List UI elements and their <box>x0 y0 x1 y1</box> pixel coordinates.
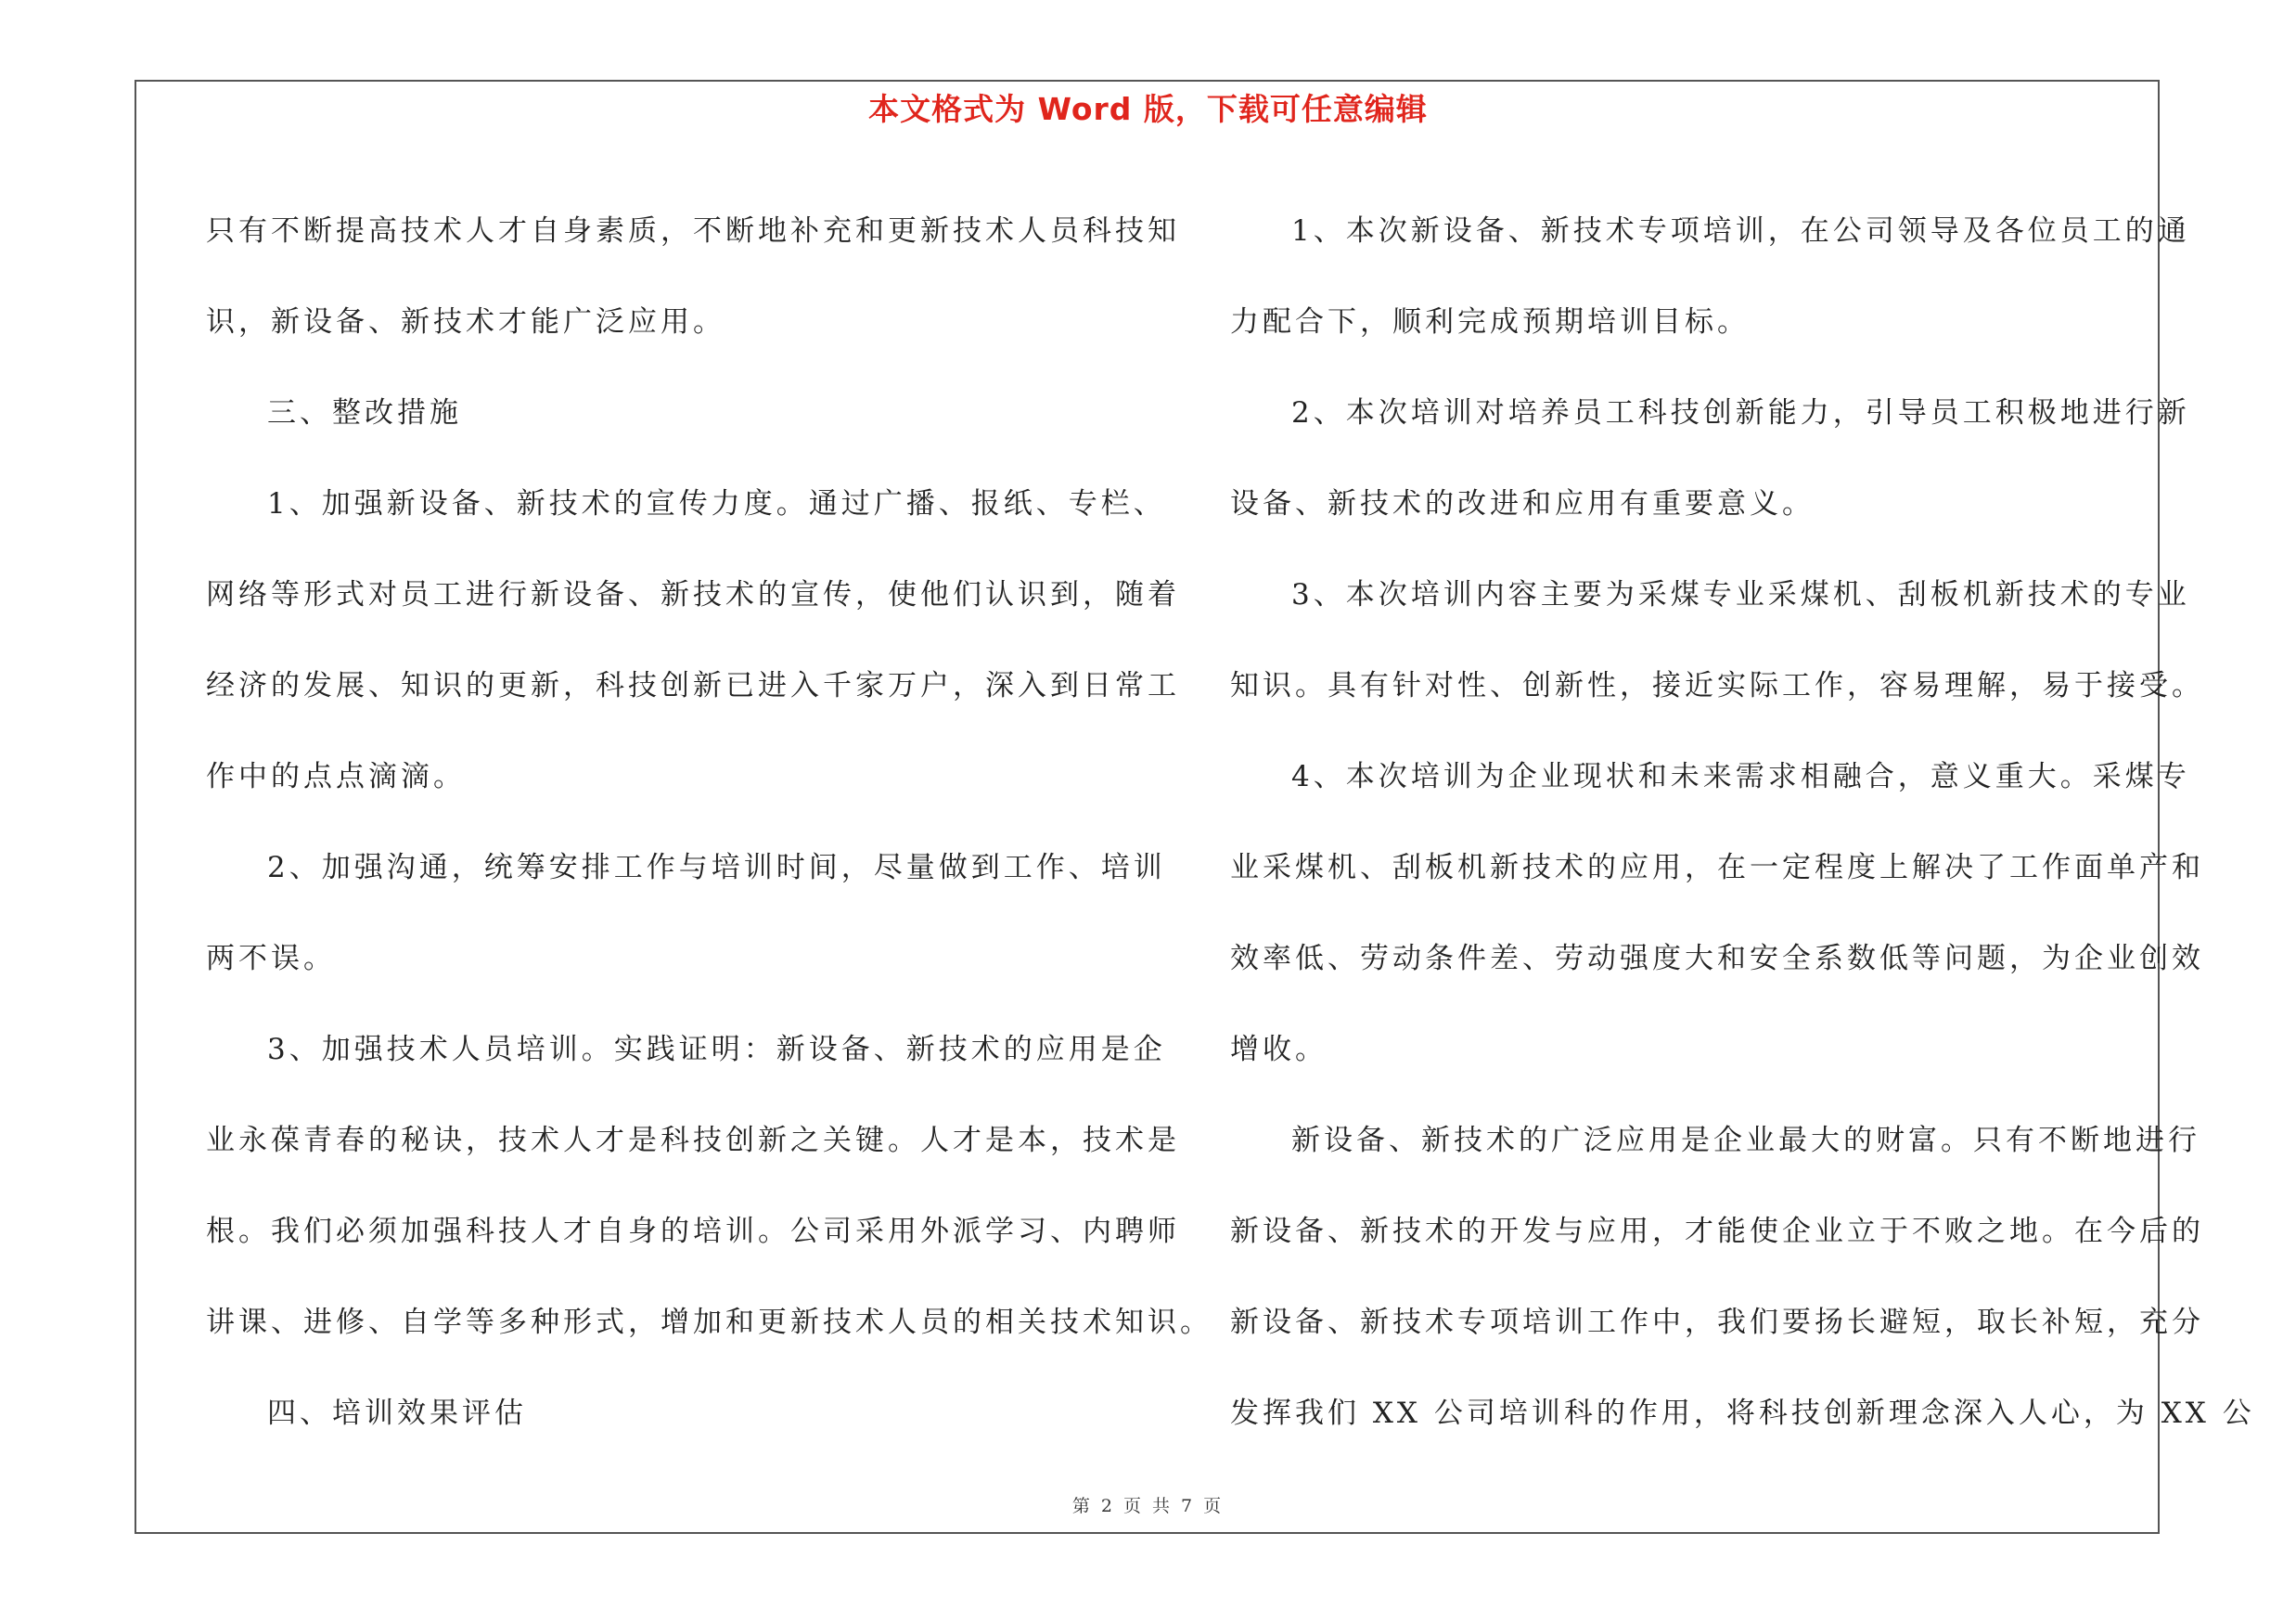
text-line: 讲课、进修、自学等多种形式，增加和更新技术人员的相关技术知识。 <box>206 1306 1212 1339</box>
text-line: 4、本次培训为企业现状和未来需求相融合，意义重大。采煤专 <box>1291 760 2190 793</box>
text-line: 四、培训效果评估 <box>267 1397 527 1430</box>
text-line: 新设备、新技术的广泛应用是企业最大的财富。只有不断地进行 <box>1291 1124 2200 1157</box>
text-line: 作中的点点滴滴。 <box>206 760 466 793</box>
text-line: 1、加强新设备、新技术的宣传力度。通过广播、报纸、专栏、 <box>267 487 1166 521</box>
text-line: 新设备、新技术专项培训工作中，我们要扬长避短，取长补短，充分 <box>1230 1306 2204 1339</box>
word-format-banner: 本文格式为 Word 版，下载可任意编辑 <box>868 91 1428 127</box>
text-line: 三、整改措施 <box>267 396 462 430</box>
left-text-column <box>206 186 1212 1459</box>
text-line: 1、本次新设备、新技术专项培训，在公司领导及各位员工的通 <box>1291 214 2190 248</box>
text-line: 3、本次培训内容主要为采煤专业采煤机、刮板机新技术的专业 <box>1291 578 2190 612</box>
text-line: 网络等形式对员工进行新设备、新技术的宣传，使他们认识到，随着 <box>206 578 1180 612</box>
text-line: 发挥我们 XX 公司培训科的作用，将科技创新理念深入人心，为 XX 公 <box>1230 1397 2255 1430</box>
right-text-column <box>1230 186 2255 1459</box>
text-line: 2、本次培训对培养员工科技创新能力，引导员工积极地进行新 <box>1291 396 2190 430</box>
text-line: 根。我们必须加强科技人才自身的培训。公司采用外派学习、内聘师 <box>206 1215 1180 1248</box>
text-line: 新设备、新技术的开发与应用，才能使企业立于不败之地。在今后的 <box>1230 1215 2204 1248</box>
text-line: 两不误。 <box>206 942 336 975</box>
text-line: 2、加强沟通，统筹安排工作与培训时间，尽量做到工作、培训 <box>267 851 1166 884</box>
text-line: 知识。具有针对性、创新性，接近实际工作，容易理解，易于接受。 <box>1230 669 2204 702</box>
text-line: 识，新设备、新技术才能广泛应用。 <box>206 305 725 339</box>
text-line: 3、加强技术人员培训。实践证明：新设备、新技术的应用是企 <box>267 1033 1166 1066</box>
text-line: 增收。 <box>1230 1033 1328 1066</box>
text-line: 力配合下，顺利完成预期培训目标。 <box>1230 305 1750 339</box>
text-line: 经济的发展、知识的更新，科技创新已进入千家万户，深入到日常工 <box>206 669 1180 702</box>
page-number-footer: 第 2 页 共 7 页 <box>1071 1496 1225 1516</box>
text-line: 业采煤机、刮板机新技术的应用，在一定程度上解决了工作面单产和 <box>1230 851 2204 884</box>
text-line: 只有不断提高技术人才自身素质，不断地补充和更新技术人员科技知 <box>206 214 1180 248</box>
text-line: 效率低、劳动条件差、劳动强度大和安全系数低等问题，为企业创效 <box>1230 942 2204 975</box>
text-line: 业永葆青春的秘诀，技术人才是科技创新之关键。人才是本，技术是 <box>206 1124 1180 1157</box>
text-line: 设备、新技术的改进和应用有重要意义。 <box>1230 487 1815 521</box>
